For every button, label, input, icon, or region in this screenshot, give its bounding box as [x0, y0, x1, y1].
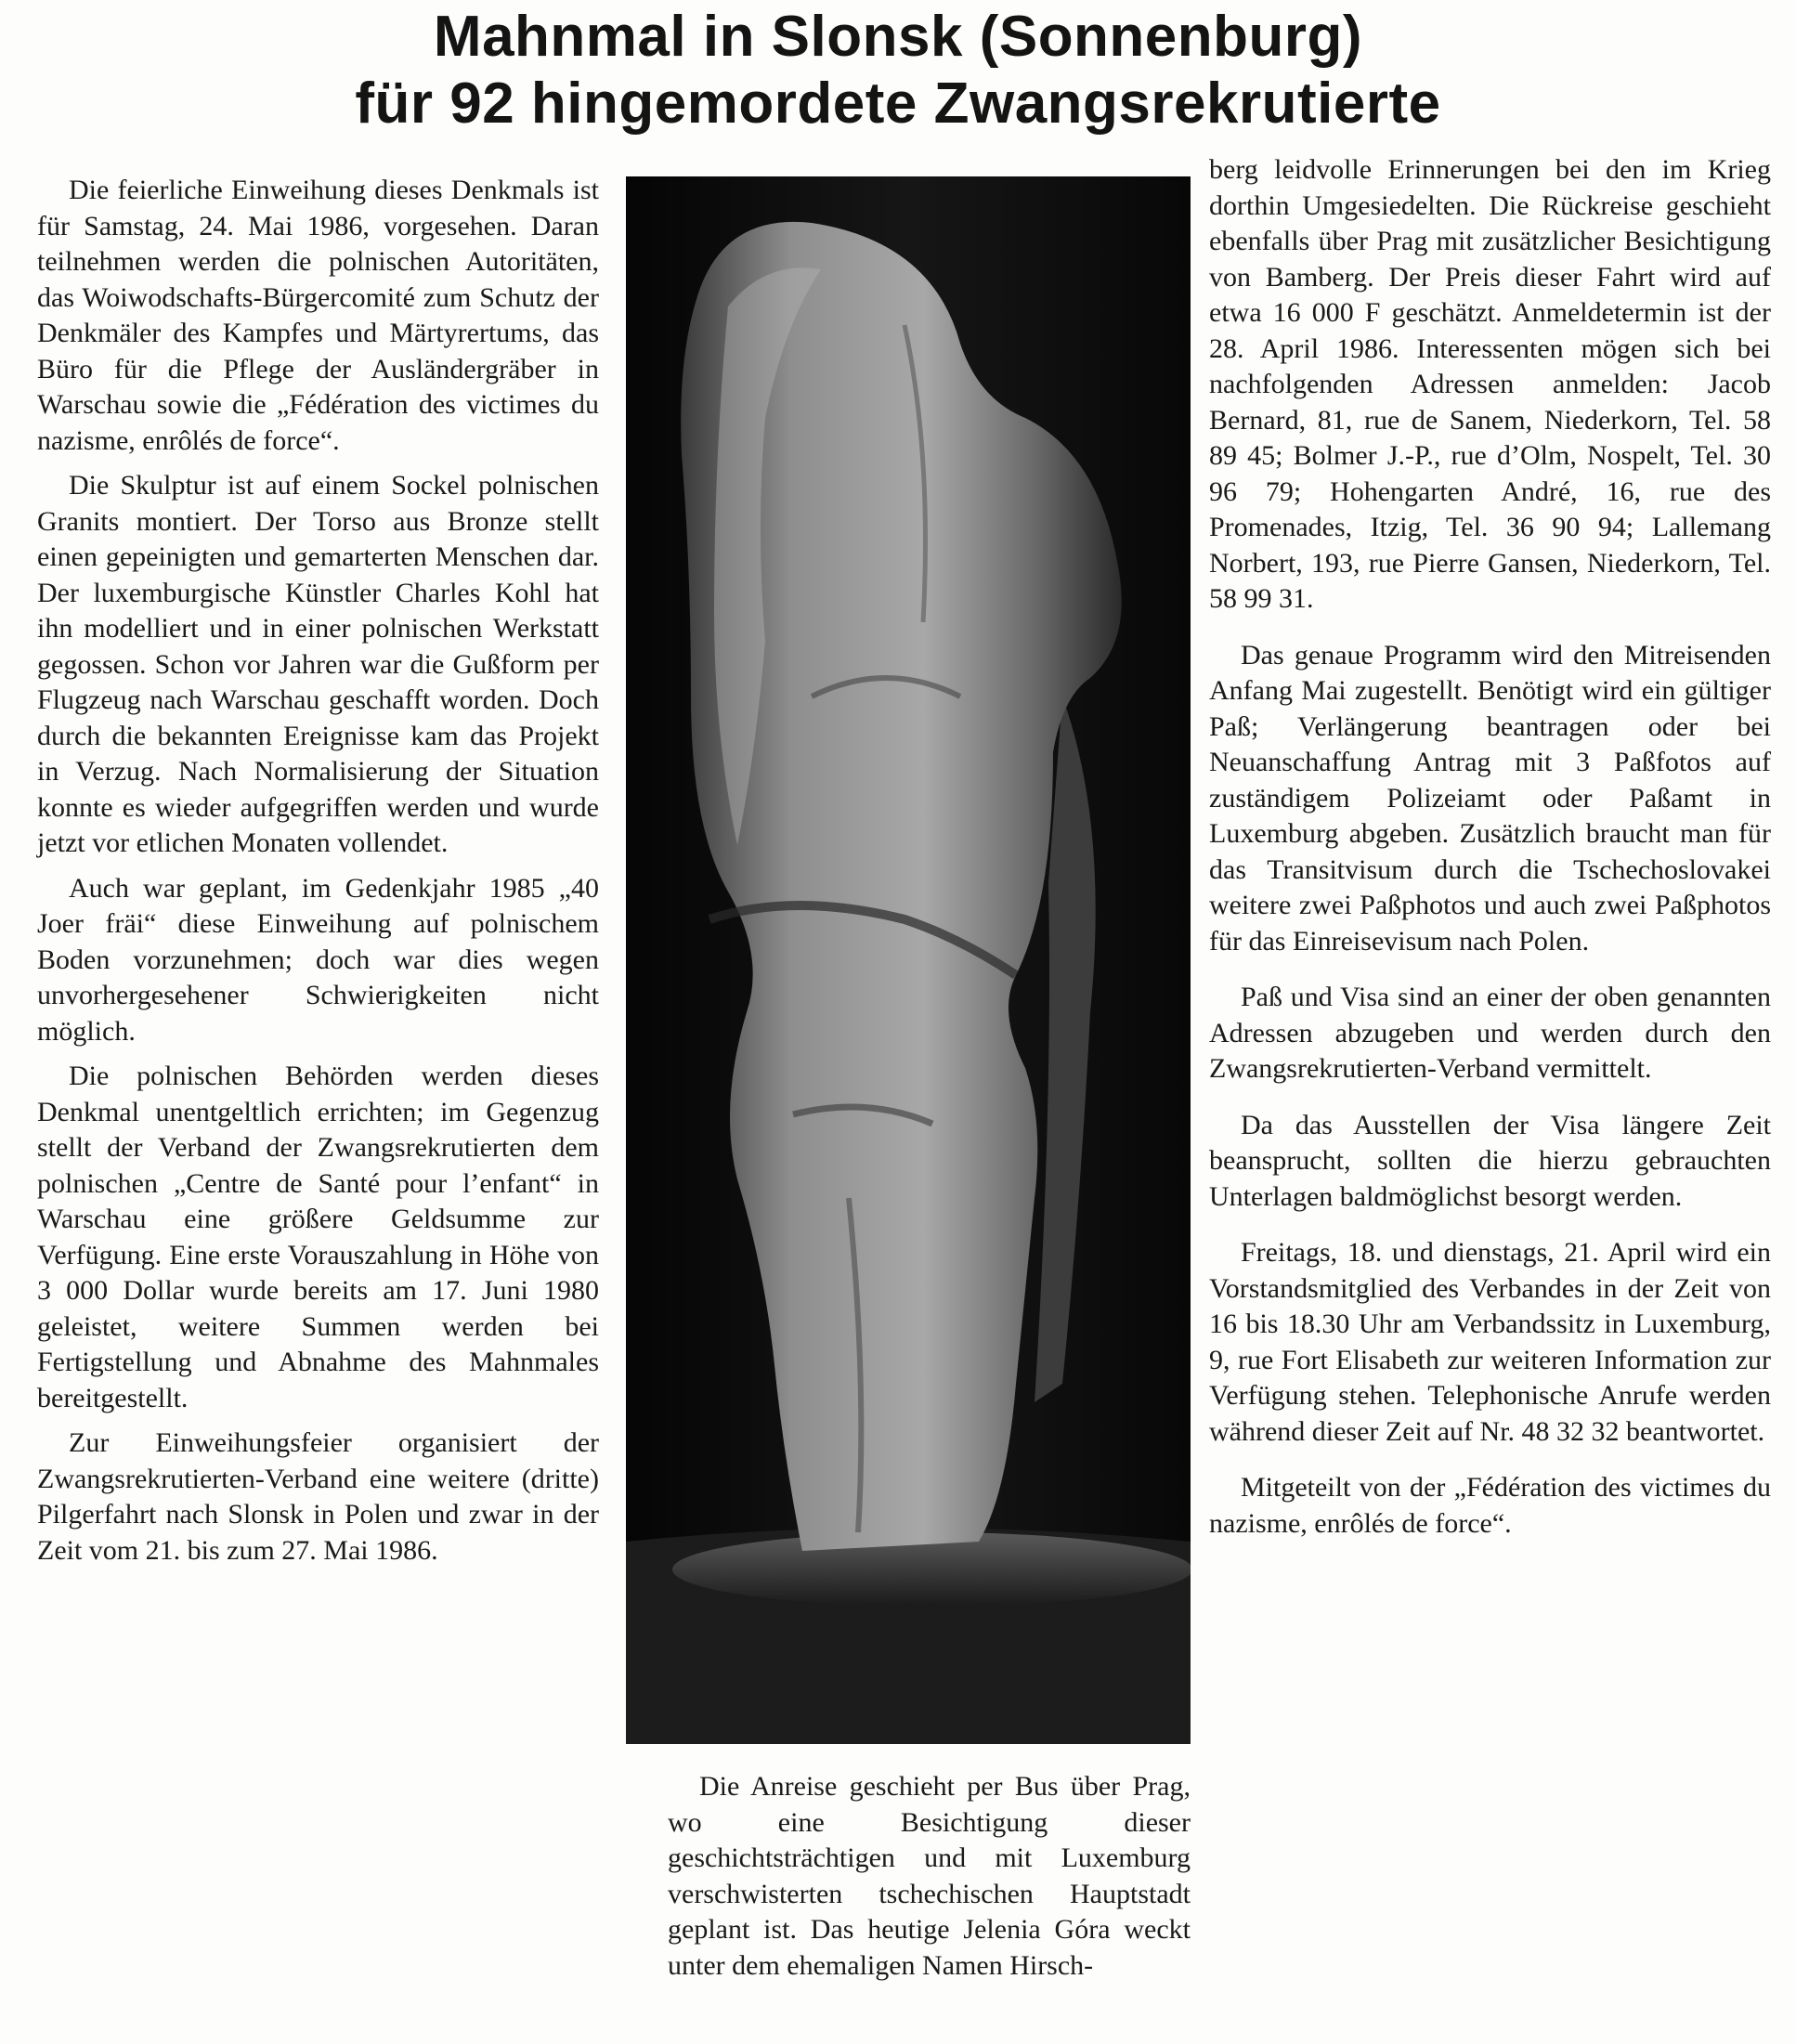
paragraph: Die feierliche Einweihung dieses Denkmals ist für Samstag, 24. Mai 1986, vorgesehen. Daran teilnehmen werden die polnischen Autoritäten, das Woiwodschafts-Bürgercomité zum Schutz der Denkmäler des Kampfes und Märtyrertums, das Büro für die Pflege der Ausländergräber in Warschau sowie die „Fédération des victimes du nazisme, enrôlés de force“.	[37, 175, 599, 456]
headline-line-2: für 92 hingemordete Zwangsrekrutierte	[355, 72, 1441, 136]
paragraph: Freitags, 18. und dienstags, 21. April wird ein Vorstandsmitglied des Verbandes in der Zeit von 16 bis 18.30 Uhr am Verbandssitz in Luxemburg, 9, rue Fort Elisabeth zur weiteren Information zur Verfügung stehen. Telephonische Anrufe werden während dieser Zeit auf Nr. 48 32 32 beantwortet.	[1209, 1237, 1771, 1447]
headline-line-1: Mahnmal in Slonsk (Sonnenburg)	[433, 5, 1363, 69]
middle-column	[668, 1769, 1191, 1993]
sculpture-image	[626, 176, 1191, 1744]
paragraph: Da das Ausstellen der Visa längere Zeit beansprucht, sollten die hierzu gebrauchten Unterlagen baldmöglichst besorgt werden.	[1209, 1109, 1771, 1212]
paragraph: Mitgeteilt von der „Fédération des victimes du nazisme, enrôlés de force“.	[1209, 1472, 1771, 1539]
paragraph: Paß und Visa sind an einer der oben genannten Adressen abzugeben und werden durch den Zwangsrekrutierten-Verband vermittelt.	[1209, 982, 1771, 1084]
headline	[0, 4, 1796, 137]
paragraph: Das genaue Programm wird den Mitreisenden Anfang Mai zugestellt. Benötigt wird ein gültiger Paß; Verlängerung beantragen oder bei Neuanschaffung Antrag mit 3 Paßfotos auf zuständigem Polizeiamt oder Paßamt in Luxemburg abgeben. Zusätzlich braucht man für das Transitvisum durch die Tschechoslovakei weitere zwei Paßphotos und auch zwei Paßphotos für das Einreisevisum nach Polen.	[1209, 639, 1771, 957]
paragraph: berg leidvolle Erinnerungen bei den im Krieg dorthin Umgesiedelten. Die Rückreise geschieht ebenfalls über Prag mit zusätzlicher Besichtigung von Bamberg. Der Preis dieser Fahrt wird auf etwa 16 000 F geschätzt. Anmeldetermin ist der 28. April 1986. Interessenten mögen sich bei nachfolgenden Adressen anmelden: Jacob Bernard, 81, rue de Sanem, Niederkorn, Tel. 58 89 45; Bolmer J.-P., rue d’Olm, Nospelt, Tel. 30 96 79; Hohengarten André, 16, rue des Promenades, Itzig, Tel. 36 90 94; Lallemang Norbert, 193, rue Pierre Gansen, Niederkorn, Tel. 58 99 31.	[1209, 154, 1771, 614]
left-column	[37, 173, 599, 1578]
paragraph: Zur Einweihungsfeier organisiert der Zwangsrekrutierten-Verband eine weitere (dritte) Pilgerfahrt nach Slonsk in Polen und zwar in der Zeit vom 21. bis zum 27. Mai 1986.	[37, 1427, 599, 1566]
paragraph: Die Skulptur ist auf einem Sockel polnischen Granits montiert. Der Torso aus Bronze stellt einen gepeinigten und gemarterten Menschen dar. Der luxemburgische Künstler Charles Kohl hat ihn modelliert und in einer polnischen Werkstatt gegossen. Schon vor Jahren war die Gußform per Flugzeug nach Warschau geschafft worden. Doch durch die bekannten Ereignisse kam das Projekt in Verzug. Nach Normalisierung der Situation konnte es wieder aufgegriffen werden und wurde jetzt vor etlichen Monaten vollendet.	[37, 470, 599, 858]
sculpture-photo	[626, 176, 1191, 1744]
paragraph: Die Anreise geschieht per Bus über Prag, wo eine Besichtigung dieser geschichtsträchtigen und mit Luxemburg verschwisterten tschechischen Hauptstadt geplant ist. Das heutige Jelenia Góra weckt unter dem ehemaligen Namen Hirsch-	[668, 1771, 1191, 1981]
paragraph: Auch war geplant, im Gedenkjahr 1985 „40 Joer fräi“ diese Einweihung auf polnischem Boden vorzunehmen; doch war dies wegen unvorhergesehener Schwierigkeiten nicht möglich.	[37, 872, 599, 1047]
right-column	[1209, 152, 1771, 1562]
paragraph: Die polnischen Behörden werden dieses Denkmal unentgeltlich errichten; im Gegenzug stellt der Verband der Zwangsrekrutierten dem polnischen „Centre de Santé pour l’enfant“ in Warschau eine größere Geldsumme zur Verfügung. Eine erste Vorauszahlung in Höhe von 3 000 Dollar wurde bereits am 17. Juni 1980 geleistet, weitere Summen werden bei Fertigstellung und Abnahme des Mahnmales bereitgestellt.	[37, 1061, 599, 1413]
